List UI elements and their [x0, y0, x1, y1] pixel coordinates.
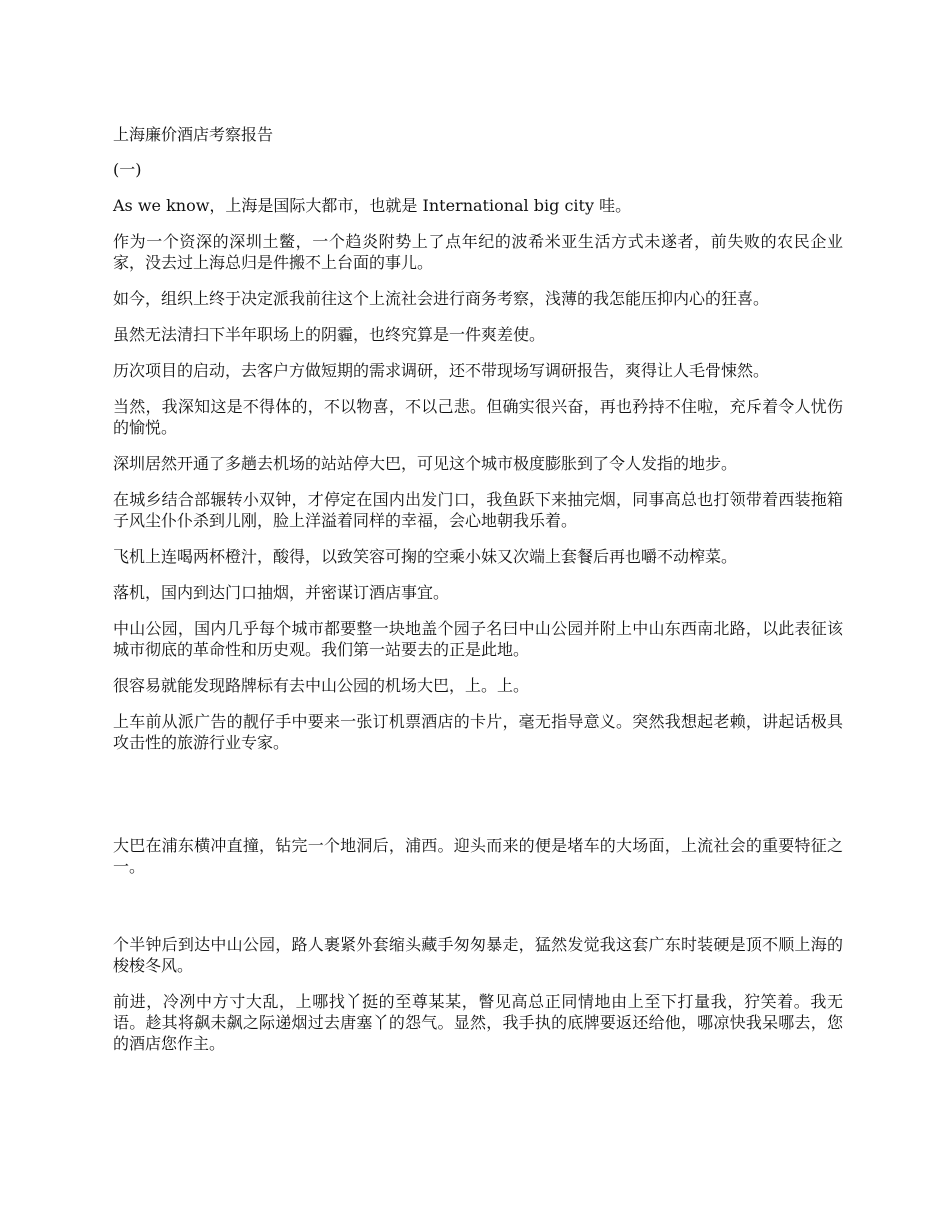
- paragraph: 落机，国内到达门口抽烟，并密谋订酒店事宜。: [113, 583, 450, 602]
- document-title: 上海廉价酒店考察报告: [113, 125, 274, 144]
- paragraph: 上车前从派广告的靓仔手中要来一张订机票酒店的卡片，毫无指导意义。突然我想起老赖，讲起话极具攻击性的旅游行业专家。: [113, 712, 843, 752]
- paragraph: 虽然无法清扫下半年职场上的阴霾，也终究算是一件爽差使。: [113, 325, 546, 344]
- section-heading: (一): [113, 160, 142, 179]
- paragraph: 深圳居然开通了多趟去机场的站站停大巴，可见这个城市极度膨胀到了令人发指的地步。: [113, 454, 738, 473]
- paragraph: As we know，上海是国际大都市，也就是 International big city 哇。: [113, 196, 632, 215]
- paragraph: 中山公园，国内几乎每个城市都要整一块地盖个园子名曰中山公园并附上中山东西南北路，以此表征该城市彻底的革命性和历史观。我们第一站要去的正是此地。: [113, 619, 843, 659]
- paragraph: 飞机上连喝两杯橙汁，酸得，以致笑容可掬的空乘小妹又次端上套餐后再也嚼不动榨菜。: [113, 547, 738, 566]
- paragraph: 在城乡结合部辗转小双钟，才停定在国内出发门口，我鱼跃下来抽完烟，同事高总也打领带着西装拖箱子风尘仆仆杀到儿刚，脸上洋溢着同样的幸福，会心地朝我乐着。: [113, 490, 843, 530]
- paragraph: 当然，我深知这是不得体的，不以物喜，不以己悲。但确实很兴奋，再也矜持不住啦，充斥着令人忧伤的愉悦。: [113, 397, 843, 437]
- paragraph: 作为一个资深的深圳土鳖，一个趋炎附势上了点年纪的波希米亚生活方式未遂者，前失败的农民企业家，没去过上海总归是件搬不上台面的事儿。: [113, 232, 843, 272]
- paragraph: 个半钟后到达中山公园，路人裹紧外套缩头藏手匆匆暴走，猛然发觉我这套广东时装硬是顶不顺上海的梭梭冬风。: [113, 935, 843, 975]
- document-body: [113, 124, 843, 1069]
- paragraph: 大巴在浦东横冲直撞，钻完一个地洞后，浦西。迎头而来的便是堵车的大场面，上流社会的重要特征之一。: [113, 836, 843, 876]
- paragraph: 很容易就能发现路牌标有去中山公园的机场大巴，上。上。: [113, 676, 530, 695]
- paragraph: 历次项目的启动，去客户方做短期的需求调研，还不带现场写调研报告，爽得让人毛骨悚然。: [113, 361, 770, 380]
- paragraph: 前进，冷冽中方寸大乱，上哪找丫挺的至尊某某，瞥见高总正同情地由上至下打量我，狞笑着。我无语。趁其将飙未飙之际递烟过去唐塞丫的怨气。显然，我手执的底牌要返还给他，哪凉快我呆哪去，您的酒店您作主。: [113, 992, 843, 1053]
- paragraph: 如今，组织上终于决定派我前往这个上流社会进行商务考察，浅薄的我怎能压抑内心的狂喜。: [113, 289, 770, 308]
